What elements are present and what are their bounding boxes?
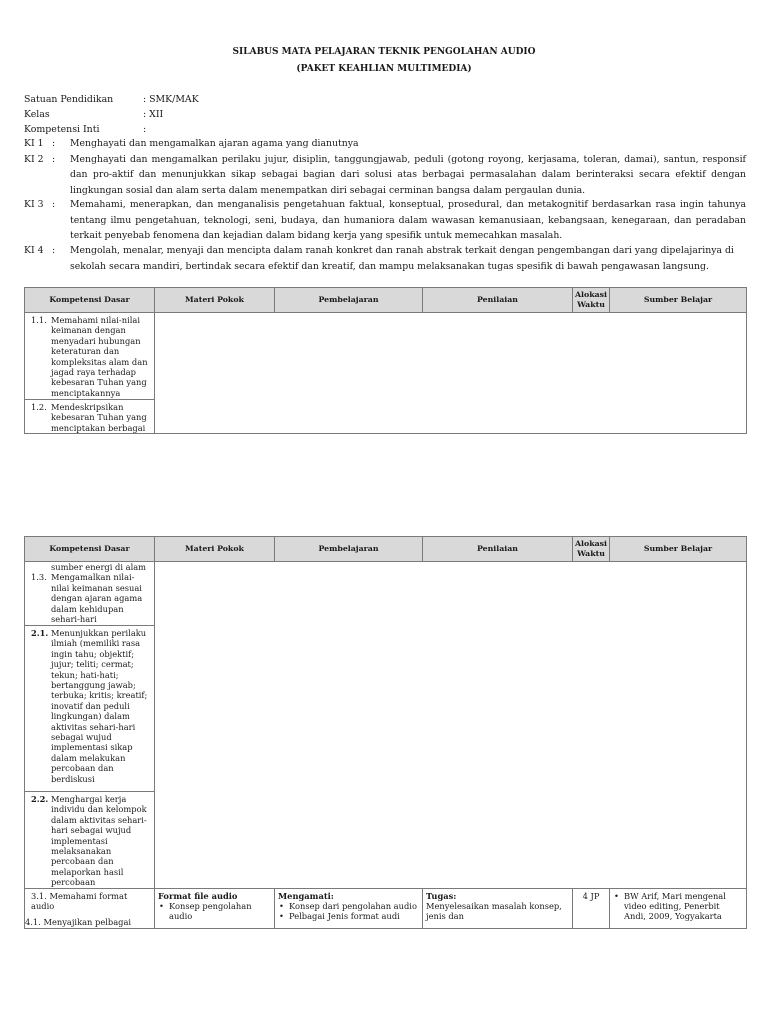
- header-materi-pokok: Materi Pokok: [155, 537, 275, 562]
- kd-1-3: [25, 572, 154, 624]
- header-pembelajaran: Pembelajaran: [275, 537, 423, 562]
- kd-continued: sumber energi di alam: [51, 562, 147, 572]
- list-item: • BW Arif, Mari mengenal video editing, Penerbit Andi, 2009, Yogyakarta: [613, 891, 743, 922]
- ki-4: [24, 243, 746, 274]
- table-row: [25, 313, 155, 400]
- ki-colon: :: [52, 138, 56, 149]
- list-item: • Konsep dari pengolahan audio: [278, 901, 419, 911]
- ki-label: KI 1: [24, 138, 44, 149]
- header-alokasi-waktu: Alokasi Waktu: [573, 288, 610, 313]
- pembelajaran-heading: Mengamati:: [278, 890, 334, 901]
- penilaian-text: Menyelesaikan masalah konsep, jenis dan: [426, 901, 562, 922]
- ki-colon: :: [52, 153, 56, 165]
- table-row: [25, 626, 155, 792]
- pembelajaran-cell: [275, 888, 423, 928]
- ki-label: KI 2: [24, 153, 44, 165]
- meta-row-kompetensi-inti: [24, 122, 324, 137]
- meta-label: Kelas: [24, 109, 50, 120]
- ki-label: KI 3: [24, 199, 44, 210]
- kd-text: Memahami nilai-nilai keimanan dengan menyadari hubungan keteraturan dan kompleksitas alam dan jagad raya terhadap kebesaran Tuhan yang menciptakannya: [51, 315, 148, 398]
- header-kompetensi-dasar: Kompetensi Dasar: [25, 537, 155, 562]
- kd-text: Mengamalkan nilai-nilai keimanan sesuai dengan ajaran agama dalam kehidupan sehari-hari: [51, 572, 143, 625]
- meta-row-satuan: [24, 92, 324, 107]
- kd-4-1: 4.1. Menyajikan pelbagai: [25, 917, 132, 928]
- kd-number: 2.1.: [31, 628, 49, 638]
- ki-colon: :: [52, 199, 56, 210]
- header-kompetensi-dasar: Kompetensi Dasar: [25, 288, 155, 313]
- meta-row-kelas: [24, 107, 324, 122]
- kd-text: Menghargai kerja individu dan kelompok dalam aktivitas sehari-hari sebagai wujud implementasi melaksanakan percobaan dan melaporkan hasil percobaan: [51, 794, 147, 888]
- kd-number: 1.1.: [31, 315, 47, 325]
- header-alokasi-waktu: Alokasi Waktu: [573, 537, 610, 562]
- kd-number: 1.3.: [31, 572, 47, 583]
- list-item: • Pelbagai Jenis format audi: [278, 911, 419, 921]
- header-pembelajaran: Pembelajaran: [275, 288, 423, 313]
- table-row: [25, 562, 155, 626]
- sumber-list: [610, 889, 746, 922]
- table-row: [25, 888, 155, 928]
- ki-label: KI 4: [24, 245, 44, 256]
- alokasi-value: 4 JP: [582, 890, 600, 901]
- kd-text: Mendeskripsikan kebesaran Tuhan yang menciptakan berbagai: [51, 402, 147, 433]
- ki-text: Memahami, menerapkan, dan menganalisis pengetahuan faktual, konseptual, prosedural, dan metakognitif berdasarkan rasa ingin tahunya tentang ilmu pengetahuan, teknologi, seni, budaya, dan humaniora dalam wawasan kemanusiaan, kebangsaan, kenegaraan, dan peradaban terkait penyebab fenomena dan kejadian dalam bidang kerja yang spesifik untuk memecahkan masalah.: [70, 199, 746, 241]
- meta-value: : XII: [143, 109, 164, 120]
- ki-2: [24, 152, 746, 199]
- syllabus-table-page-1: [24, 287, 747, 434]
- header-sumber-belajar: Sumber Belajar: [610, 537, 747, 562]
- kd-3-1: 3.1. Memahami format audio: [31, 890, 128, 912]
- table-row: [25, 400, 155, 434]
- penilaian-heading: Tugas:: [426, 890, 457, 901]
- ki-text: Mengolah, menalar, menyaji dan mencipta dalam ranah konkret dan ranah abstrak terkait dengan pengembangan dari yang dipelajarinya di sekolah secara mandiri, bertindak secara efektif dan kreatif, dan mampu melaksanakan tugas spesifik di bawah pengawasan langsung.: [70, 245, 734, 272]
- meta-label: Satuan Pendidikan: [24, 94, 114, 105]
- kd-text: Menunjukkan perilaku ilmiah (memiliki rasa ingin tahu; objektif; jujur; teliti; cermat; tekun; hati-hati; bertanggung jawab; terbuka; kritis; kreatif; inovatif dan peduli lingkungan) dalam aktivitas sehari-hari sebagai wujud implementasi sikap dalam melakukan percobaan dan berdiskusi: [51, 628, 148, 784]
- materi-heading: Format file audio: [158, 890, 238, 901]
- kd-1-2: [25, 400, 154, 433]
- materi-cell: [155, 888, 275, 928]
- ki-text: Menghayati dan mengamalkan perilaku jujur, disiplin, tanggungjawab, peduli (gotong royong, kerjasama, toleran, damai), santun, responsif dan pro-aktif dan menunjukkan sikap sebagai bagian dari solusi atas berbagai permasalahan dalam berinteraksi secara efektif dengan lingkungan sosial dan alam serta dalam menempatkan diri sebagai cerminan bangsa dalam pergaulan dunia.: [70, 153, 746, 196]
- meta-value: :: [143, 124, 147, 135]
- penilaian-cell: [423, 888, 573, 928]
- ki-text: Menghayati dan mengamalkan ajaran agama yang dianutnya: [70, 138, 359, 149]
- ki-3: [24, 197, 746, 244]
- sumber-cell: [610, 888, 747, 928]
- header-sumber-belajar: Sumber Belajar: [610, 288, 747, 313]
- alokasi-cell: [573, 888, 610, 928]
- kd-2-1: [25, 626, 154, 784]
- header-materi-pokok: Materi Pokok: [155, 288, 275, 313]
- meta-label: Kompetensi Inti: [24, 124, 100, 135]
- kd-1-1: [25, 313, 154, 398]
- ki-1: [24, 136, 746, 152]
- empty-cell: [155, 313, 747, 434]
- header-penilaian: Penilaian: [423, 537, 573, 562]
- document-title: SILABUS MATA PELAJARAN TEKNIK PENGOLAHAN AUDIO: [232, 47, 536, 57]
- document-subtitle: (PAKET KEAHLIAN MULTIMEDIA): [296, 64, 472, 74]
- header-penilaian: Penilaian: [423, 288, 573, 313]
- kd-number: 2.2.: [31, 794, 49, 804]
- ki-colon: :: [52, 245, 56, 256]
- meta-value: : SMK/MAK: [143, 94, 199, 105]
- syllabus-table-page-2: [24, 536, 747, 929]
- kd-number: 1.2.: [31, 402, 47, 412]
- materi-list: [155, 901, 274, 922]
- table-row: [25, 792, 155, 889]
- empty-cell: [155, 562, 747, 889]
- pembelajaran-list: [275, 901, 422, 922]
- list-item: • Konsep pengolahan audio: [158, 901, 271, 922]
- kd-2-2: [25, 792, 154, 888]
